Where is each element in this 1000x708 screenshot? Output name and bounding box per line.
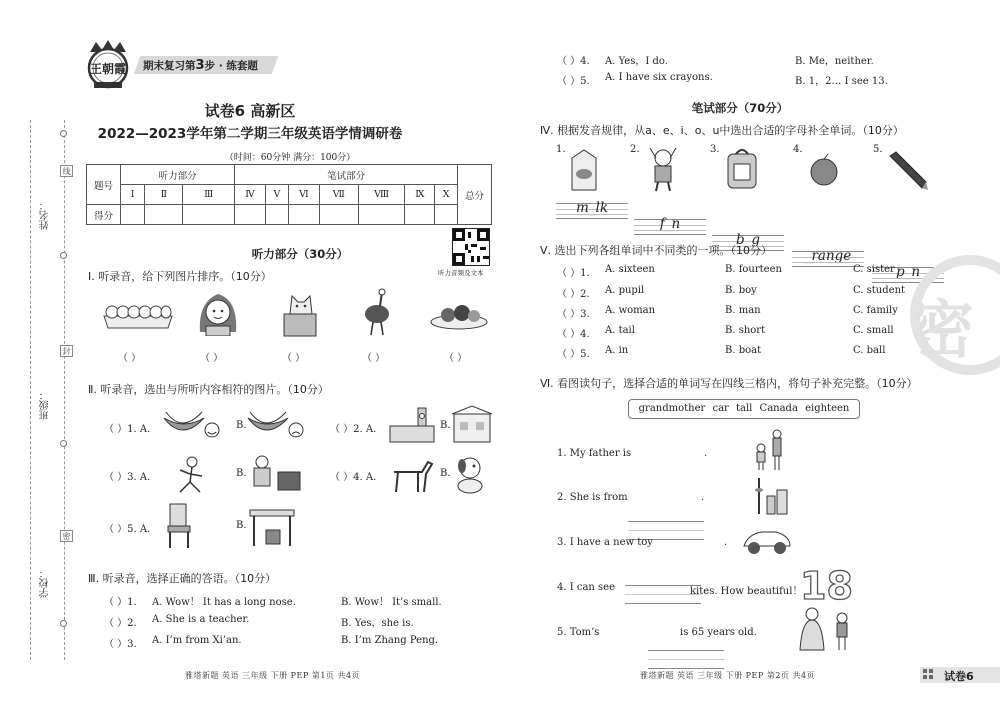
answer-blank[interactable]: （ ） xyxy=(118,353,142,364)
score-cell[interactable] xyxy=(358,205,405,225)
q5-option-b: B. man xyxy=(725,305,761,316)
q2-item-num: （ ）1. A. xyxy=(104,424,151,435)
q6-sentence-end: . xyxy=(701,492,705,503)
q5-option-b: B. boat xyxy=(725,345,762,356)
q2-item-b: B. xyxy=(236,420,247,431)
q5-option-a: A. in xyxy=(605,345,629,356)
q4-word: _range xyxy=(804,248,852,264)
score-writing-header: 笔试部分 xyxy=(235,165,458,185)
score-col: Ⅶ xyxy=(319,185,358,205)
q2-item-b: B. xyxy=(236,468,247,479)
q6-sentence-start: 1. My father is xyxy=(557,448,632,459)
q3-option-a: A. Yes，I do. xyxy=(605,56,668,67)
score-cell[interactable] xyxy=(235,205,266,225)
binding-hole xyxy=(60,252,67,259)
listening-section-title: 听力部分（30分） xyxy=(251,247,349,261)
q5-option-c: C. sister xyxy=(853,264,895,275)
answer-blank[interactable]: （ ） xyxy=(282,353,306,364)
puppy-image xyxy=(450,454,490,494)
q4-word: m_lk xyxy=(575,200,609,216)
score-col: Ⅳ xyxy=(235,185,266,205)
score-col: Ⅸ xyxy=(405,185,435,205)
q5-item-num: （ ）5. xyxy=(557,349,590,360)
score-row-label: 题号 xyxy=(87,165,121,205)
score-cell[interactable] xyxy=(121,205,145,225)
q1-title: Ⅰ. 听录音，给下列图片排序。（10分） xyxy=(88,270,272,283)
q5-title: Ⅴ. 选出下列各组单词中不同类的一项。（10分） xyxy=(540,244,773,257)
q2-item-b: B. xyxy=(440,420,451,431)
score-listening-header: 听力部分 xyxy=(121,165,235,185)
score-table xyxy=(86,164,492,225)
brand-logo xyxy=(82,38,134,90)
score-total-header: 总分 xyxy=(458,165,492,225)
bananas-sad-image xyxy=(246,408,304,440)
q3-option-a: A. I have six crayons. xyxy=(605,72,713,83)
q5-option-b: B. fourteen xyxy=(725,264,782,275)
score-cell[interactable] xyxy=(405,205,435,225)
q5-item-num: （ ）2. xyxy=(557,289,590,300)
q5-item-num: （ ）4. xyxy=(557,329,590,340)
q6-answer-line[interactable] xyxy=(648,650,724,670)
q5-item-num: （ ）1. xyxy=(557,268,590,279)
q2-item-num: （ ）2. A. xyxy=(330,424,377,435)
score-cell[interactable] xyxy=(183,205,235,225)
q6-sentence-end: is 65 years old. xyxy=(680,627,757,638)
q5-option-b: B. short xyxy=(725,325,766,336)
exam-info: （时间：60分钟 满分：100分） xyxy=(224,153,356,163)
q3-item-num: （ ）2. xyxy=(104,618,137,629)
score-col: Ⅷ xyxy=(358,185,405,205)
girl-tv-image xyxy=(248,452,302,496)
q4-num: 1. xyxy=(556,144,566,155)
q4-title: Ⅳ. 根据发音规律，从a、e、i、o、u中选出合适的字母补全单词。（10分） xyxy=(540,124,904,137)
q5-option-c: C. student xyxy=(853,285,906,296)
footer-left: 雅塔新题 英语 三年级 下册 PEP 第1页 共4页 xyxy=(185,671,361,680)
canada-tower-image xyxy=(745,476,793,516)
binding-dash-line xyxy=(64,120,65,660)
binding-hole xyxy=(60,440,67,447)
q3-title: Ⅲ. 听录音，选择正确的答语。（10分） xyxy=(88,572,277,585)
score-cell[interactable] xyxy=(145,205,183,225)
q4-word: p_n xyxy=(895,264,921,280)
score-col: Ⅵ xyxy=(288,185,319,205)
q4-word: b_g xyxy=(735,232,761,248)
answer-blank[interactable]: （ ） xyxy=(200,353,224,364)
binding-dash-line xyxy=(30,120,31,660)
q3-item-num: （ ）3. xyxy=(104,639,137,650)
q4-word: f_n xyxy=(659,216,681,232)
page-badge-dots xyxy=(922,668,936,680)
tall-man-boy-image xyxy=(745,428,793,472)
grandmother-boy-image xyxy=(790,604,860,652)
answer-blank[interactable]: （ ） xyxy=(444,353,468,364)
number-18-graphic: 18 xyxy=(800,564,853,608)
page-badge: 试卷6 xyxy=(944,670,974,683)
score-col: Ⅰ xyxy=(121,185,145,205)
class-label: 班级： xyxy=(40,390,51,420)
q3-option-a: A. Wow！ It has a long nose. xyxy=(152,597,296,608)
logo-text: 王朝霞 xyxy=(90,62,127,76)
desk-bag-image xyxy=(248,504,296,548)
q3-option-b: B. Yes，she is. xyxy=(341,618,414,629)
score-col: Ⅹ xyxy=(435,185,458,205)
fruit-plate-image xyxy=(430,300,488,330)
cut-mark: 线 xyxy=(62,167,71,175)
seal-watermark-char: 密 xyxy=(912,293,975,366)
q6-sentence-end: kites. How beautiful！ xyxy=(690,586,803,597)
happy-boy-image xyxy=(646,146,680,192)
q5-option-c: C. small xyxy=(853,325,894,336)
building-image xyxy=(450,404,494,444)
girl-running-image xyxy=(164,454,216,496)
q2-item-num: （ ）5. A. xyxy=(104,524,151,535)
q3-option-a: A. I’m from Xi’an. xyxy=(152,635,242,646)
q6-sentence-end: . xyxy=(704,448,708,459)
q5-option-a: A. tail xyxy=(605,325,635,336)
q2-title: Ⅱ. 听录音，选出与所听内容相符的图片。（10分） xyxy=(88,383,329,396)
schoolbag-image xyxy=(722,146,762,192)
q2-item-num: （ ）4. A. xyxy=(330,472,377,483)
q3-option-b: B. Wow！ It’s small. xyxy=(341,597,442,608)
q5-option-a: A. pupil xyxy=(605,285,645,296)
girl-image xyxy=(190,286,246,336)
q3-option-b: B. Me，neither. xyxy=(795,56,874,67)
ostrich-image xyxy=(360,288,394,336)
four-line-grid[interactable] xyxy=(634,216,706,235)
score-cell[interactable] xyxy=(265,205,288,225)
q6-sentence-start: 5. Tom’s xyxy=(557,627,600,638)
chair-image xyxy=(166,502,192,550)
score-col: Ⅴ xyxy=(265,185,288,205)
cut-mark: 封 xyxy=(62,347,71,355)
q6-sentence-start: 2. She is from xyxy=(557,492,628,503)
q4-num: 5. xyxy=(873,144,883,155)
q4-num: 2. xyxy=(630,144,640,155)
score-cell[interactable] xyxy=(435,205,458,225)
score-row-label: 得分 xyxy=(87,205,121,225)
q6-sentence-end: . xyxy=(724,537,728,548)
qr-code[interactable] xyxy=(452,228,490,266)
q6-sentence-start: 3. I have a new toy xyxy=(557,537,653,548)
q2-item-b: B. xyxy=(236,520,247,531)
score-col: Ⅲ xyxy=(183,185,235,205)
q4-num: 3. xyxy=(710,144,720,155)
score-cell[interactable] xyxy=(288,205,319,225)
q4-num: 4. xyxy=(793,144,803,155)
q3-option-a: A. She is a teacher. xyxy=(152,614,250,625)
q5-option-a: A. sixteen xyxy=(605,264,655,275)
q3-option-b: B. I’m Zhang Peng. xyxy=(341,635,439,646)
q6-title: Ⅵ. 看图读句子，选择合适的单词写在四线三格内，将句子补充完整。（10分） xyxy=(540,377,918,390)
banner-title: 期末复习第3步 · 练套题 xyxy=(143,58,258,73)
exam-title: 试卷6 高新区 xyxy=(204,102,296,120)
london-image xyxy=(388,404,436,444)
q3-item-num: （ ）4. xyxy=(557,56,590,67)
orange-image xyxy=(806,152,842,188)
q6-sentence-start: 4. I can see xyxy=(557,582,615,593)
milk-carton-image xyxy=(566,148,602,192)
answer-blank[interactable]: （ ） xyxy=(362,353,386,364)
cut-mark: 密 xyxy=(62,532,71,540)
fox-in-box-image xyxy=(278,288,322,338)
footer-right: 雅塔新题 英语 三年级 下册 PEP 第2页 共4页 xyxy=(640,671,816,680)
q2-item-num: （ ）3. A. xyxy=(104,472,151,483)
writing-section-title: 笔试部分（70分） xyxy=(691,101,789,115)
toy-car-image xyxy=(740,524,794,558)
school-label: 学校： xyxy=(40,568,51,598)
q2-item-b: B. xyxy=(440,468,451,479)
q3-item-num: （ ）5. xyxy=(557,76,590,87)
q5-item-num: （ ）3. xyxy=(557,309,590,320)
q3-option-b: B. 1，2… I see 13. xyxy=(795,76,888,87)
score-col: Ⅱ xyxy=(145,185,183,205)
tall-dog-image xyxy=(388,454,434,494)
q3-item-num: （ ）1. xyxy=(104,597,137,608)
q5-option-c: C. ball xyxy=(853,345,886,356)
qr-caption: 听力音频及文本 xyxy=(438,269,484,277)
exam-subtitle: 2022—2023学年第二学期三年级英语学情调研卷 xyxy=(97,126,403,142)
score-cell[interactable] xyxy=(319,205,358,225)
binding-hole xyxy=(60,620,67,627)
four-line-grid[interactable] xyxy=(556,200,628,219)
pen-image xyxy=(886,150,930,190)
q5-option-b: B. boy xyxy=(725,285,757,296)
q5-option-a: A. woman xyxy=(605,305,656,316)
name-label: 姓名： xyxy=(40,200,51,230)
egg-carton-image xyxy=(102,296,174,330)
bananas-happy-image xyxy=(162,408,220,440)
word-bank: grandmother car tall Canada eighteen xyxy=(628,399,860,419)
q5-option-c: C. family xyxy=(853,305,898,316)
